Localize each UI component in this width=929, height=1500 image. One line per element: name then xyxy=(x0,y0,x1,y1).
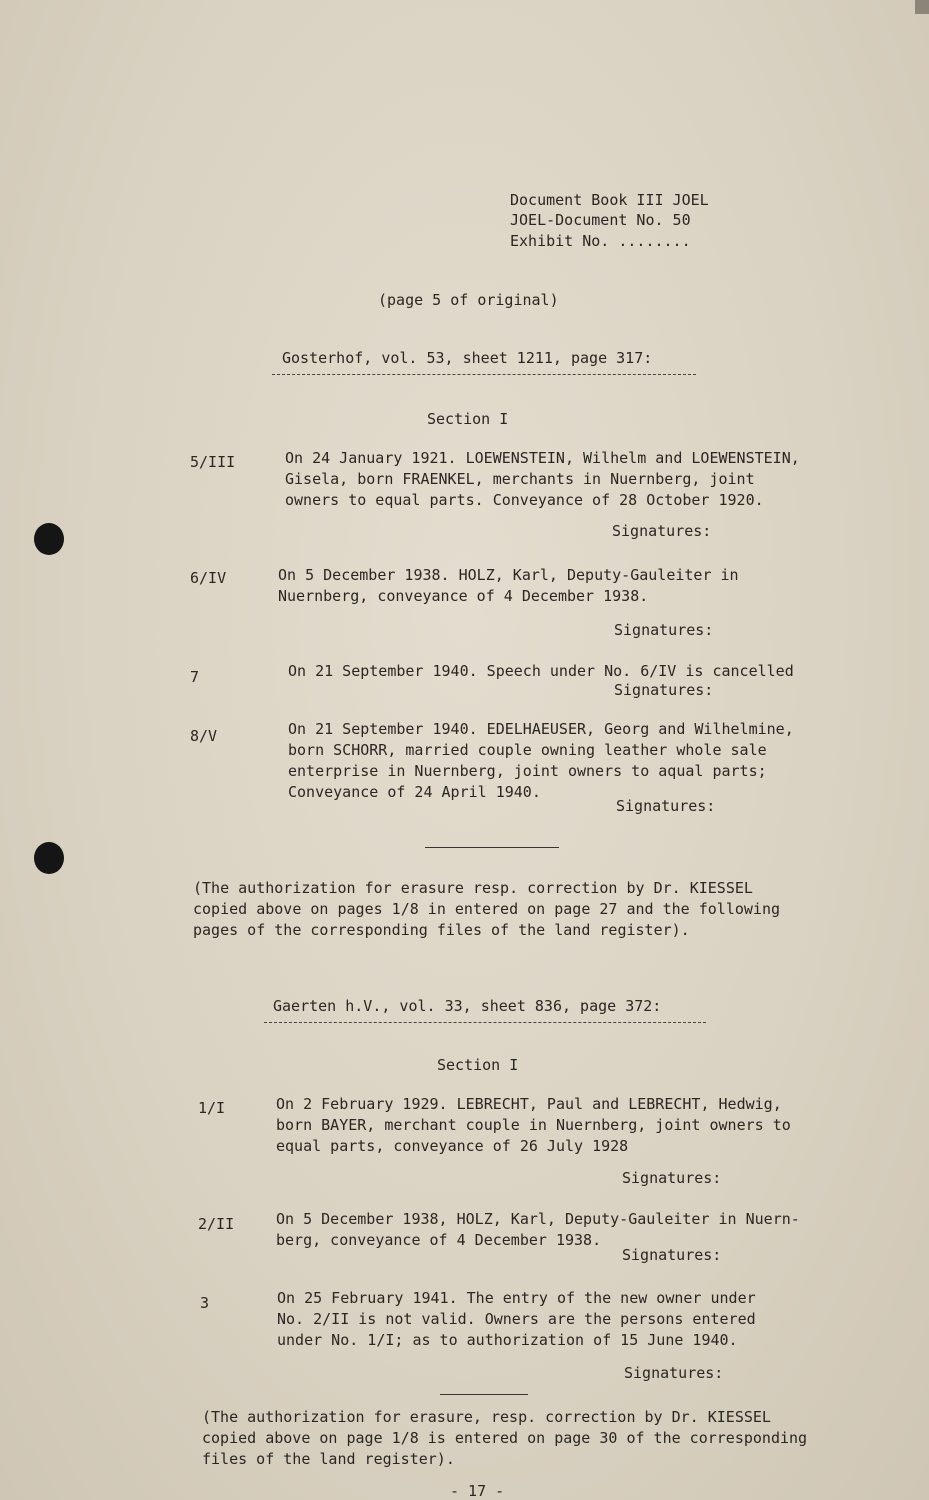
entry-line: Conveyance of 24 April 1940. xyxy=(288,783,541,801)
note-line: files of the land register). xyxy=(202,1450,455,1468)
entry-number: 8/V xyxy=(190,727,218,745)
entry-line: owners to equal parts. Conveyance of 28 October 1920. xyxy=(285,491,764,509)
register-title-2: Gaerten h.V., vol. 33, sheet 836, page 372: xyxy=(273,997,662,1015)
note-line: copied above on pages 1/8 in entered on page 27 and the following xyxy=(193,900,780,918)
entry-number: 6/IV xyxy=(190,569,227,587)
title-underline-2 xyxy=(264,1022,706,1023)
separator-rule xyxy=(425,847,559,848)
section-heading-1: Section I xyxy=(427,410,509,428)
punch-hole-top xyxy=(34,523,64,555)
entry-line: under No. 1/I; as to authorization of 15 June 1940. xyxy=(277,1331,738,1349)
entry-line: born SCHORR, married couple owning leather whole sale xyxy=(288,741,767,759)
header-line-2: JOEL-Document No. 50 xyxy=(510,211,691,229)
entry-number: 2/II xyxy=(198,1215,235,1233)
entry-line: On 2 February 1929. LEBRECHT, Paul and LEBRECHT, Hedwig, xyxy=(276,1095,782,1113)
signatures-label: Signatures: xyxy=(622,1246,722,1264)
header-line-3: Exhibit No. ........ xyxy=(510,232,691,250)
entry-number: 7 xyxy=(190,668,200,686)
entry-line: On 21 September 1940. EDELHAEUSER, Georg and Wilhelmine, xyxy=(288,720,794,738)
section-heading-2: Section I xyxy=(437,1056,519,1074)
signatures-label: Signatures: xyxy=(622,1169,722,1187)
entry-line: On 24 January 1921. LOEWENSTEIN, Wilhelm and LOEWENSTEIN, xyxy=(285,449,800,467)
signatures-label: Signatures: xyxy=(614,681,714,699)
note-line: copied above on page 1/8 is entered on page 30 of the corresponding xyxy=(202,1429,808,1447)
entry-line: born BAYER, merchant couple in Nuernberg, joint owners to xyxy=(276,1116,791,1134)
entry-number: 1/I xyxy=(198,1099,226,1117)
header-line-1: Document Book III JOEL xyxy=(510,191,709,209)
signatures-label: Signatures: xyxy=(614,621,714,639)
page-number: - 17 - xyxy=(450,1482,505,1500)
entry-line: Gisela, born FRAENKEL, merchants in Nuernberg, joint xyxy=(285,470,755,488)
entry-line: berg, conveyance of 4 December 1938. xyxy=(276,1231,602,1249)
note-line: pages of the corresponding files of the land register). xyxy=(193,921,690,939)
entry-number: 5/III xyxy=(190,453,236,471)
separator-rule xyxy=(440,1394,528,1395)
page-of-original: (page 5 of original) xyxy=(378,291,559,309)
entry-line: On 21 September 1940. Speech under No. 6/IV is cancelled xyxy=(288,662,794,680)
entry-number: 3 xyxy=(200,1294,210,1312)
entry-line: enterprise in Nuernberg, joint owners to aqual parts; xyxy=(288,762,767,780)
note-line: (The authorization for erasure resp. correction by Dr. KIESSEL xyxy=(193,879,753,897)
signatures-label: Signatures: xyxy=(624,1364,724,1382)
entry-line: No. 2/II is not valid. Owners are the persons entered xyxy=(277,1310,756,1328)
punch-hole-bottom xyxy=(34,842,64,874)
entry-line: Nuernberg, conveyance of 4 December 1938. xyxy=(278,587,649,605)
entry-line: On 5 December 1938. HOLZ, Karl, Deputy-Gauleiter in xyxy=(278,566,739,584)
register-title-1: Gosterhof, vol. 53, sheet 1211, page 317: xyxy=(282,349,653,367)
page-corner xyxy=(915,0,929,14)
note-line: (The authorization for erasure, resp. correction by Dr. KIESSEL xyxy=(202,1408,771,1426)
entry-line: On 25 February 1941. The entry of the new owner under xyxy=(277,1289,756,1307)
signatures-label: Signatures: xyxy=(612,522,712,540)
title-underline-1 xyxy=(272,374,696,375)
signatures-label: Signatures: xyxy=(616,797,716,815)
entry-line: equal parts, conveyance of 26 July 1928 xyxy=(276,1137,629,1155)
entry-line: On 5 December 1938, HOLZ, Karl, Deputy-Gauleiter in Nuern- xyxy=(276,1210,800,1228)
